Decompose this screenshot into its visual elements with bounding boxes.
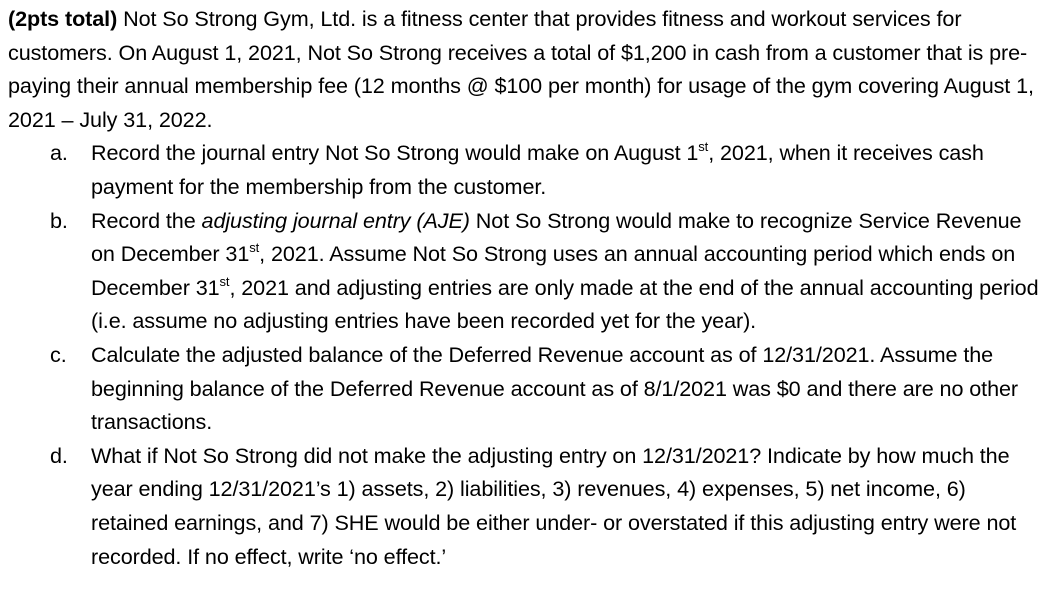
question-part-b — [8, 204, 1042, 338]
superscript: st — [698, 139, 709, 155]
part-c-text: Calculate the adjusted balance of the Deferred Revenue account as of 12/31/2021. Assume the beginning balance of the Deferred Revenue account as of 8/1/2021 was $0 and there are no other transactions. — [91, 341, 1018, 435]
question-part-c — [8, 338, 1042, 439]
points-label: (2pts total) — [8, 6, 118, 31]
part-a-text-1: Record the journal entry Not So Strong would make on August 1 — [91, 140, 699, 166]
part-marker: d. — [50, 442, 68, 468]
part-b-text-4: , 2021 and adjusting entries are only made at the end of the annual accounting period (i.e. assume no adjusting entries have been recorded yet for the year). — [91, 274, 1039, 334]
part-marker: b. — [50, 207, 68, 233]
superscript: st — [249, 239, 260, 255]
part-d-text: What if Not So Strong did not make the adjusting entry on 12/31/2021? Indicate by how much the year ending 12/31/2021’s 1) assets, 2) liabilities, 3) revenues, 4) expenses, 5) net income, 6) retained earnings, and 7) SHE would be either under- or overstated if this adjusting entry were not recorded. If no effect, write ‘no effect.’ — [91, 442, 1017, 569]
part-marker: a. — [50, 140, 68, 166]
part-b-text-3: , 2021. Assume Not So Strong uses an annual accounting period which ends on December 31 — [91, 241, 1016, 300]
part-marker: c. — [50, 341, 67, 367]
part-b-text-2: Not So Strong would make to recognize Service Revenue on December 31 — [91, 207, 1022, 267]
part-b-text-1: Record the — [91, 207, 202, 233]
question-parts-list — [8, 136, 1042, 573]
question-part-a — [8, 136, 1042, 203]
superscript: st — [219, 273, 230, 289]
part-b-italic-term: adjusting journal entry (AJE) — [201, 207, 470, 233]
part-a-text-2: , 2021, when it receives cash payment for the membership from the customer. — [91, 140, 984, 199]
intro-text: Not So Strong Gym, Ltd. is a fitness center that provides fitness and workout services for customers. On August 1, 2021, Not So Strong receives a total of $1,200 in cash from a customer that is pre-paying their annual membership fee (12 months @ $100 per month) for usage of the gym covering August 1, 2021 – July 31, 2022. — [8, 6, 1034, 132]
question-part-d — [8, 439, 1042, 573]
question-intro — [8, 2, 1042, 136]
